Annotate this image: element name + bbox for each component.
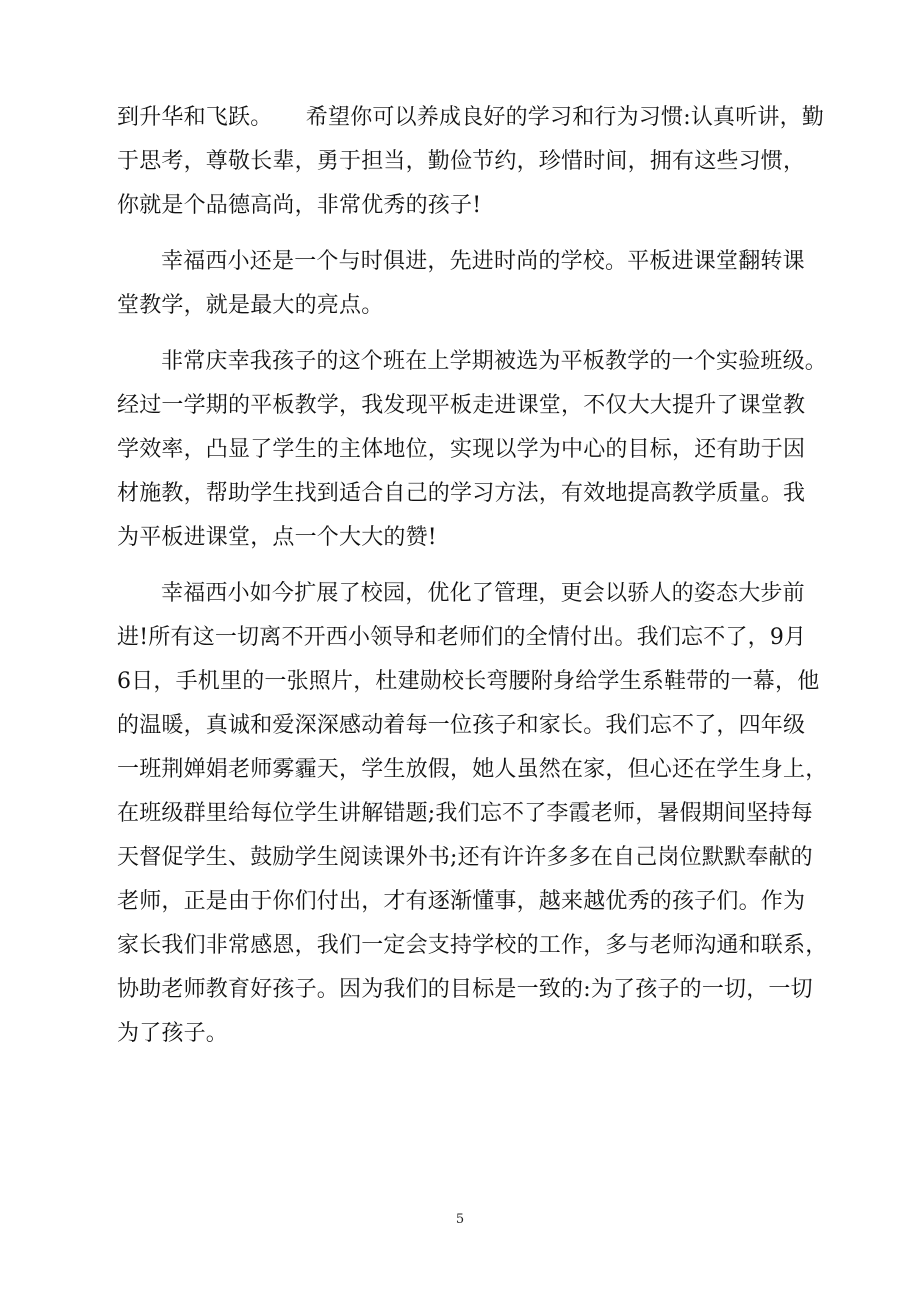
text-line: 到升华和飞跃。 希望你可以养成良好的学习和行为习惯:认真听讲，勤 — [117, 105, 825, 130]
text-line: 6日，手机里的一张照片，杜建勋校长弯腰附身给学生系鞋带的一幕，他 — [117, 669, 820, 694]
text-line: 堂教学，就是最大的亮点。 — [117, 293, 384, 318]
text-line: 材施教，帮助学生找到适合自己的学习方法，有效地提高教学质量。我 — [117, 481, 806, 506]
text-line: 为平板进课堂，点一个大大的赞! — [117, 525, 437, 550]
text-line: 于思考，尊敬长辈，勇于担当，勤俭节约，珍惜时间，拥有这些习惯， — [117, 149, 806, 174]
text-line: 你就是个品德高尚，非常优秀的孩子! — [117, 193, 482, 218]
text-line: 在班级群里给每位学生讲解错题;我们忘不了李霞老师，暑假期间坚持每 — [117, 801, 813, 826]
document-body — [117, 103, 828, 1063]
paragraph-3 — [117, 347, 828, 567]
text-line: 协助老师教育好孩子。因为我们的目标是一致的:为了孩子的一切，一切 — [117, 977, 813, 1002]
text-line: 天督促学生、鼓励学生阅读课外书;还有许许多多在自己岗位默默奉献的 — [117, 845, 813, 870]
page-number: 5 — [455, 1212, 465, 1227]
text-line: 为了孩子。 — [117, 1021, 229, 1046]
text-line: 幸福西小如今扩展了校园，优化了管理，更会以骄人的姿态大步前 — [161, 581, 805, 606]
paragraph-2 — [117, 247, 807, 335]
text-line: 家长我们非常感恩，我们一定会支持学校的工作，多与老师沟通和联系， — [117, 933, 828, 958]
paragraph-1 — [117, 103, 825, 235]
text-line: 非常庆幸我孩子的这个班在上学期被选为平板教学的一个实验班级。 — [161, 349, 828, 374]
text-line: 的温暖，真诚和爱深深感动着每一位孩子和家长。我们忘不了，四年级 — [117, 713, 806, 738]
text-line: 一班荆婵娟老师雾霾天，学生放假，她人虽然在家，但心还在学生身上， — [117, 757, 828, 782]
text-line: 进!所有这一切离不开西小领导和老师们的全情付出。我们忘不了，9月 — [117, 625, 807, 650]
text-line: 老师，正是由于你们付出，才有逐渐懂事，越来越优秀的孩子们。作为 — [117, 889, 806, 914]
text-line: 经过一学期的平板教学，我发现平板走进课堂，不仅大大提升了课堂教 — [117, 393, 806, 418]
paragraph-4 — [117, 579, 828, 1063]
text-line: 幸福西小还是一个与时俱进，先进时尚的学校。平板进课堂翻转课 — [161, 249, 805, 274]
text-line: 学效率，凸显了学生的主体地位，实现以学为中心的目标，还有助于因 — [117, 437, 806, 462]
